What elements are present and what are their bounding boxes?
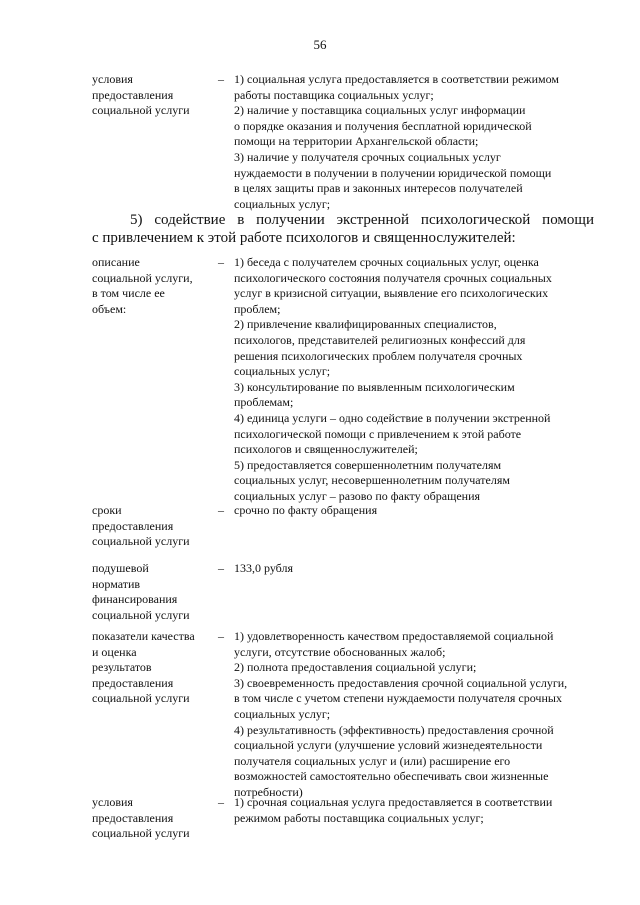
content-line: 4) результативность (эффективность) предоставления срочной xyxy=(234,722,554,737)
row-content xyxy=(234,795,586,826)
content-line: 1) удовлетворенность качеством предоставляемой социальной xyxy=(234,629,554,643)
content-line: психологов, представителей религиозных конфессий для xyxy=(234,332,526,347)
section-heading xyxy=(92,211,594,247)
content-line: социальных услуг; xyxy=(234,196,331,211)
content-line: 2) наличие у поставщика социальных услуг информации xyxy=(234,103,526,118)
row-label: условия предоставления социальной услуги xyxy=(92,72,190,118)
content-line: о порядке оказания и получения бесплатной юридической xyxy=(234,118,532,133)
row-label: описание социальной услуги, в том числе ее объем: xyxy=(92,255,193,316)
content-line: психологического состояния получателя срочных социальных xyxy=(234,270,552,285)
row-label: показатели качества и оценка результатов предоставления социальной услуги xyxy=(92,629,195,706)
content-line: решения психологических проблем получателя срочных xyxy=(234,348,523,363)
section-heading-line: с привлечением к этой работе психологов и священнослужителей: xyxy=(92,230,516,246)
content-line: получателя социальных услуг и (или) расширение его xyxy=(234,753,511,768)
content-line: срочно по факту обращения xyxy=(234,503,378,517)
content-line: услуги, отсутствие обоснованных жалоб; xyxy=(234,644,446,659)
row-content xyxy=(234,72,586,212)
content-line: возможностей самостоятельно обеспечивать свои жизненные xyxy=(234,769,549,784)
content-line: нуждаемости в получении в получении юридической помощи xyxy=(234,165,552,180)
content-line: 2) полнота предоставления социальной услуги; xyxy=(234,660,477,675)
content-line: потребности) xyxy=(234,784,303,799)
content-line: психологов и священнослужителей; xyxy=(234,442,418,457)
content-line: социальных услуг – разово по факту обращения xyxy=(234,488,481,503)
content-line: услуг в кризисной ситуации, выявление его психологических xyxy=(234,286,549,301)
content-line: режимом работы поставщика социальных услуг; xyxy=(234,810,484,825)
row-dash: – xyxy=(218,629,224,643)
content-line: работы поставщика социальных услуг; xyxy=(234,87,434,102)
content-line: социальной услуги (улучшение условий жизнедеятельности xyxy=(234,738,543,753)
row-dash: – xyxy=(218,561,224,575)
content-line: социальных услуг; xyxy=(234,706,331,721)
content-line: 2) привлечение квалифицированных специалистов, xyxy=(234,317,497,332)
content-line: 3) наличие у получателя срочных социальных услуг xyxy=(234,149,501,164)
content-line: 3) своевременность предоставления срочной социальной услуги, xyxy=(234,675,568,690)
content-line: 5) предоставляется совершеннолетним получателям xyxy=(234,457,502,472)
content-line: 4) единица услуги – одно содействие в получении экстренной xyxy=(234,410,551,425)
row-label: условия предоставления социальной услуги xyxy=(92,795,190,841)
content-line: проблемам; xyxy=(234,395,294,410)
content-line: психологической помощи с привлечением к этой работе xyxy=(234,426,522,441)
content-line: 1) социальная услуга предоставляется в соответствии режимом xyxy=(234,72,559,86)
content-line: 3) консультирование по выявленным психологическим xyxy=(234,379,515,394)
row-content xyxy=(234,629,586,801)
content-line: проблем; xyxy=(234,301,281,316)
row-label: сроки предоставления социальной услуги xyxy=(92,503,190,549)
content-line: социальных услуг, несовершеннолетним получателям xyxy=(234,473,510,488)
page-number: 56 xyxy=(313,37,327,52)
section-heading-line: 5) содействие в получении экстренной психологической помощи xyxy=(130,212,594,228)
content-line: 133,0 рубля xyxy=(234,561,293,575)
content-line: в том числе с учетом степени нуждаемости получателя срочных xyxy=(234,691,562,706)
content-line: социальных услуг; xyxy=(234,364,331,379)
row-content xyxy=(234,255,586,505)
row-content xyxy=(234,503,586,519)
content-line: 1) срочная социальная услуга предоставляется в соответствии xyxy=(234,795,553,809)
content-line: в целях защиты прав и законных интересов получателей xyxy=(234,181,523,196)
row-dash: – xyxy=(218,795,224,809)
row-content xyxy=(234,561,586,577)
row-dash: – xyxy=(218,255,224,269)
row-label: подушевой норматив финансирования социальной услуги xyxy=(92,561,190,622)
row-dash: – xyxy=(218,72,224,86)
content-line: помощи на территории Архангельской области; xyxy=(234,134,479,149)
row-dash: – xyxy=(218,503,224,517)
content-line: 1) беседа с получателем срочных социальных услуг, оценка xyxy=(234,255,539,269)
